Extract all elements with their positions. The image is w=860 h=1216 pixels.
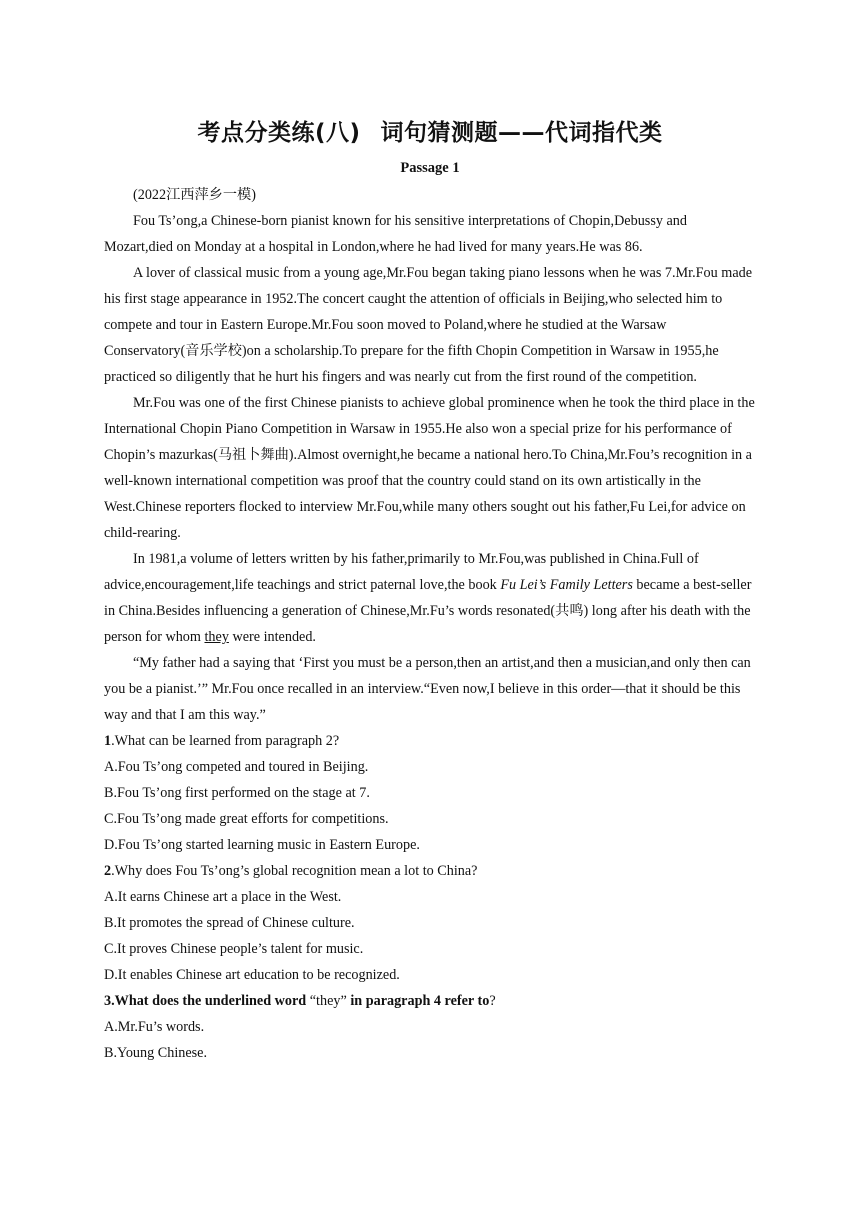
option-c: C.It proves Chinese people’s talent for music. — [104, 941, 364, 957]
option-c: C.Fou Ts’ong made great efforts for competitions. — [104, 811, 389, 827]
p4-text-c: were intended. — [228, 629, 316, 645]
option-a: A.It earns Chinese art a place in the West. — [104, 889, 342, 905]
option-b: B.Fou Ts’ong first performed on the stage at 7. — [104, 785, 370, 801]
question-2 — [104, 858, 756, 988]
page-title — [104, 114, 756, 147]
passage-body — [104, 182, 756, 1066]
question-number: 3 — [104, 993, 112, 1009]
question-stem: 2.Why does Fou Ts’ong’s global recognition mean a lot to China? — [104, 863, 478, 879]
option-b: B.Young Chinese. — [104, 1045, 208, 1061]
paragraph-1: Fou Ts’ong,a Chinese-born pianist known for his sensitive interpretations of Chopin,Debussy and Mozart,died on Monday at a hospital in London,where he had lived for many years.He was 86. — [104, 213, 687, 255]
underlined-word: they — [204, 629, 229, 645]
option-d: D.Fou Ts’ong started learning music in Eastern Europe. — [104, 837, 420, 853]
question-number: 1 — [104, 733, 112, 749]
p4-text-b: became a best-seller in China.Besides influencing a generation of Chinese,Mr.Fu’s words resonated(共鸣) long after his death with the person for whom — [104, 577, 752, 645]
p4-text-a: In 1981,a volume of letters written by his father,primarily to Mr.Fou,was published in China.Full of advice,encouragement,life teachings and strict paternal love,the book — [104, 551, 699, 593]
paragraph-4 — [104, 546, 756, 650]
passage-label: Passage 1 — [400, 160, 460, 176]
title-right: 词句猜测题——代词指代类 — [380, 120, 663, 146]
title-left: 考点分类练(八) — [197, 120, 361, 146]
question-stem: 3.What does the underlined word “they” in paragraph 4 refer to? — [104, 993, 496, 1009]
option-a: A.Mr.Fu’s words. — [104, 1019, 205, 1035]
question-1 — [104, 728, 756, 858]
book-title: Fu Lei’s Family Letters — [500, 577, 633, 593]
paragraph-3: Mr.Fou was one of the first Chinese pianists to achieve global prominence when he took the third place in the International Chopin Piano Competition in Warsaw in 1955.He also won a special prize for his performance of Chopin’s mazurkas(马祖卜舞曲).Almost overnight,he became a national hero.To China,Mr.Fou’s recognition in a well-known international competition was proof that the country could stand on its own artistically in the West.Chinese reporters flocked to interview Mr.Fou,while many others sought out his father,Fu Lei,for advice on child-rearing. — [104, 395, 755, 541]
option-d: D.It enables Chinese art education to be recognized. — [104, 967, 400, 983]
source-note: (2022江西萍乡一模) — [133, 187, 256, 203]
option-b: B.It promotes the spread of Chinese culture. — [104, 915, 355, 931]
question-stem: 1.What can be learned from paragraph 2? — [104, 733, 340, 749]
option-a: A.Fou Ts’ong competed and toured in Beijing. — [104, 759, 369, 775]
question-number: 2 — [104, 863, 112, 879]
paragraph-5: “My father had a saying that ‘First you must be a person,then an artist,and then a musician,and only then can you be a pianist.’” Mr.Fou once recalled in an interview.“Even now,I believe in this order—that it should be this way and that I am this way.” — [104, 655, 751, 723]
paragraph-2: A lover of classical music from a young age,Mr.Fou began taking piano lessons when he was 7.Mr.Fou made his first stage appearance in 1952.The concert caught the attention of officials in Beijing,who selected him to compete and tour in Eastern Europe.Mr.Fou soon moved to Poland,where he studied at the Warsaw Conservatory(音乐学校)on a scholarship.To prepare for the fifth Chopin Competition in Warsaw in 1955,he practiced so diligently that he hurt his fingers and was nearly cut from the first round of the competition. — [104, 265, 753, 385]
question-3 — [104, 988, 756, 1066]
